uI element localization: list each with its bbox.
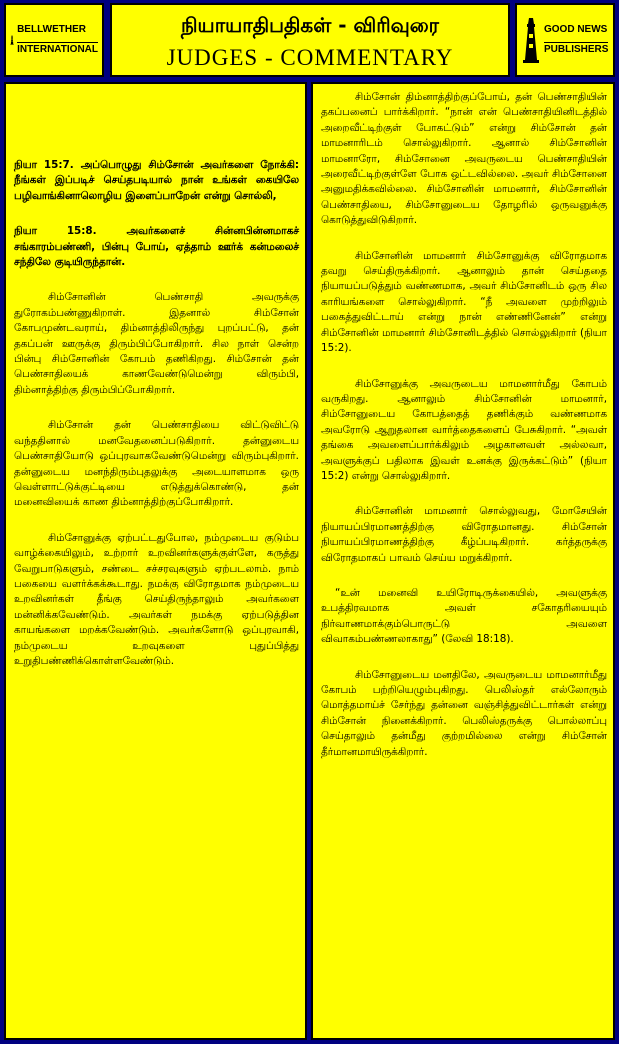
logo-line1: BELLWETHER — [17, 24, 86, 35]
commentary-paragraph: சிம்சோனுடைய மனதிலே, அவருடைய மாமனார்மீது கோபம் பற்றியெழும்புகிறது. பெலிஸ்தர் எல்லோரும் மொத்தமாய்ச் சேர்ந்து தன்னை வஞ்சித்துவிட்டார்கள் என்று சிம்சோன் நினைக்கிறார். பெலிஸ்தருக்கு பொல்லாப்பு செய்தாலும் தன்மீது குற்றமில்லை என்று சிம்சோன் தீர்மானமாயிருக்கிறார். — [321, 668, 607, 758]
title-english: JUDGES - COMMENTARY — [166, 45, 454, 70]
commentary-paragraph: சிம்சோனின் பெண்சாதி அவருக்கு துரோகம்பண்ணுகிறாள். இதனால் சிம்சோன் கோபமுண்டவராய், திம்னாத்திலிருந்து புறப்பட்டு, தன் தகப்பன் ஊருக்கு திரும்பிப்போகிறார். சில நாள் சென்ற பின்பு சிம்சோனின் கோபம் தணிகிறது. சிம்சோன் தன் பெண்சாதியைக் காணவேண்டுமென்று விரும்பி, திம்னாத்திற்கு திரும்பிப்போகிறார். — [14, 291, 299, 396]
lighthouse-icon — [521, 16, 541, 64]
bellwether-logo — [4, 3, 104, 77]
verse-15-7: நியா 15:7. அப்பொழுது சிம்சோன் அவர்களை நோக்கி: நீங்கள் இப்படிச் செய்தபடியால் நான் உங்கள் கையிலே பழிவாங்கினாலொழிய இளைப்பாறேன் என்று சொல்லி, — [14, 159, 299, 202]
right-column — [311, 82, 615, 1040]
verse-15-8: நியா 15:8. அவர்களைச் சின்னபின்னமாகச் சங்காரம்பண்ணி, பின்பு போய், ஏத்தாம் ஊர்க் கன்மலைச் சந்திலே குடியிருந்தான். — [14, 225, 299, 269]
logo-line2: INTERNATIONAL — [17, 44, 98, 55]
commentary-paragraph: சிம்சோன் தன் பெண்சாதியை விட்டுவிட்டு வந்ததினால் மனவேதனைப்படுகிறார். தன்னுடைய பெண்சாதியோடு ஒப்புரவாகவேண்டுமென்று விரும்புகிறார். தன்னுடைய மனந்திரும்புதலுக்கு அடையாளமாக ஒரு வெள்ளாட்டுக்குட்டியை எடுத்துக்கொண்டு, தன் மனைவியைக் காண திம்னாத்திற்குப்போகிறார். — [14, 419, 299, 509]
lighthouse-icon — [10, 16, 14, 64]
commentary-paragraph: சிம்சோன் திம்னாத்திற்குப்போய், தன் பெண்சாதியின் தகப்பனைப் பார்க்கிறார். “நான் என் பெண்சாதியினிடத்தில் அறைவீட்டிற்குள் போகட்டும்” என்று சிம்சோன் தன் மாமனாரிடம் சொல்லுகிறார். ஆனால் சிம்சோனின் மாமனாரோ, சிம்சோனை அவருடைய பெண்சாதியின் அரைவீட்டிற்குள்ளே போக ஒட்டவில்லை. அவர் சிம்சோனை அனுமதிக்கவில்லை. சிம்சோனின் மாமனார், சிம்சோனின் பெண்சாதியை, சிம்சோனுடைய தோழரில் ஒருவனுக்கு கொடுத்துவிடுகிறார். — [321, 91, 607, 227]
left-column — [4, 82, 307, 1040]
commentary-paragraph: சிம்சோனுக்கு அவருடைய மாமனார்மீது கோபம் வருகிறது. ஆனாலும் சிம்சோனின் மாமனார், சிம்சோனுடைய கோபத்தைத் தணிக்கும் வண்ணமாக அவரோடு ஆறுதலான வார்த்தைகளைப் பேசுகிறார். “அவள் தங்கை அவளைப்பார்க்கிலும் அழகானவள் அல்லவா, அவளுக்குப் பதிலாக இவள் உனக்கு இருக்கட்டும்” (நியா 15:2) என்று சொல்லுகிறார். — [321, 377, 607, 482]
logo-line1: GOOD NEWS — [544, 24, 608, 35]
commentary-paragraph: சிம்சோனின் மாமனார் சிம்சோனுக்கு விரோதமாக தவறு செய்திருக்கிறார். ஆனாலும் தான் செய்ததை நியாயப்படுத்தும் வண்ணமாக, அவர் சிம்சோனிடம் ஒரு சில காரியங்களை சொல்லுகிறார். “நீ அவளை முற்றிலும் பகைத்துவிட்டாய் என்று நான் எண்ணினேன்” என்று சிம்சோனின் மாமனார் சிம்சோனிடத்தில் சொல்லுகிறார் (நியா 15:2). — [321, 249, 607, 355]
commentary-paragraph: சிம்சோனுக்கு ஏற்பட்டதுபோல, நம்முடைய குடும்ப வாழ்க்கையிலும், உற்றார் உறவினர்களுக்குள்ளே, கருத்து வேறுபாடுகளும், சண்டை சச்சரவுகளும் ஏற்படலாம். நாம் பகையை வளர்க்கக்கூடாது. நமக்கு விரோதமாக நம்முடைய உறவினர்கள் தீங்கு செய்திருந்தாலும் அவர்களை மன்னிக்கவேண்டும். அவர்கள் நமக்கு ஏற்படுத்தின காயங்களை மறக்கவேண்டும். அவர்களோடு ஒப்புரவாகி, நம்முடைய உறவுகளை புதுப்பித்து உறுதிபண்ணிக்கொள்ளவேண்டும். — [14, 531, 299, 667]
title-tamil: நியாயாதிபதிகள் - விரிவுரை — [180, 13, 440, 37]
commentary-paragraph: சிம்சோனின் மாமனார் சொல்லுவது, மோசேயின் நியாயப்பிரமாணத்திற்கு விரோதமானது. சிம்சோன் நியாயப்பிரமாணத்திற்கு கீழ்ப்படிகிறார். கர்த்தருக்கு விரோதமாகப் பாவம் செய்ய மறுக்கிறார். — [321, 505, 607, 564]
good-news-logo — [515, 3, 615, 77]
header-title — [110, 3, 510, 77]
scripture-quote: “உன் மனைவி உயிரோடிருக்கையில், அவளுக்கு உபத்திரவமாக அவள் சகோதரியையும் நிர்வாணமாக்கும்பொருட்டு அவளை விவாகம்பண்ணலாகாது” (லேவி 18:18). — [321, 586, 607, 646]
logo-line2: PUBLISHERS — [544, 44, 609, 55]
